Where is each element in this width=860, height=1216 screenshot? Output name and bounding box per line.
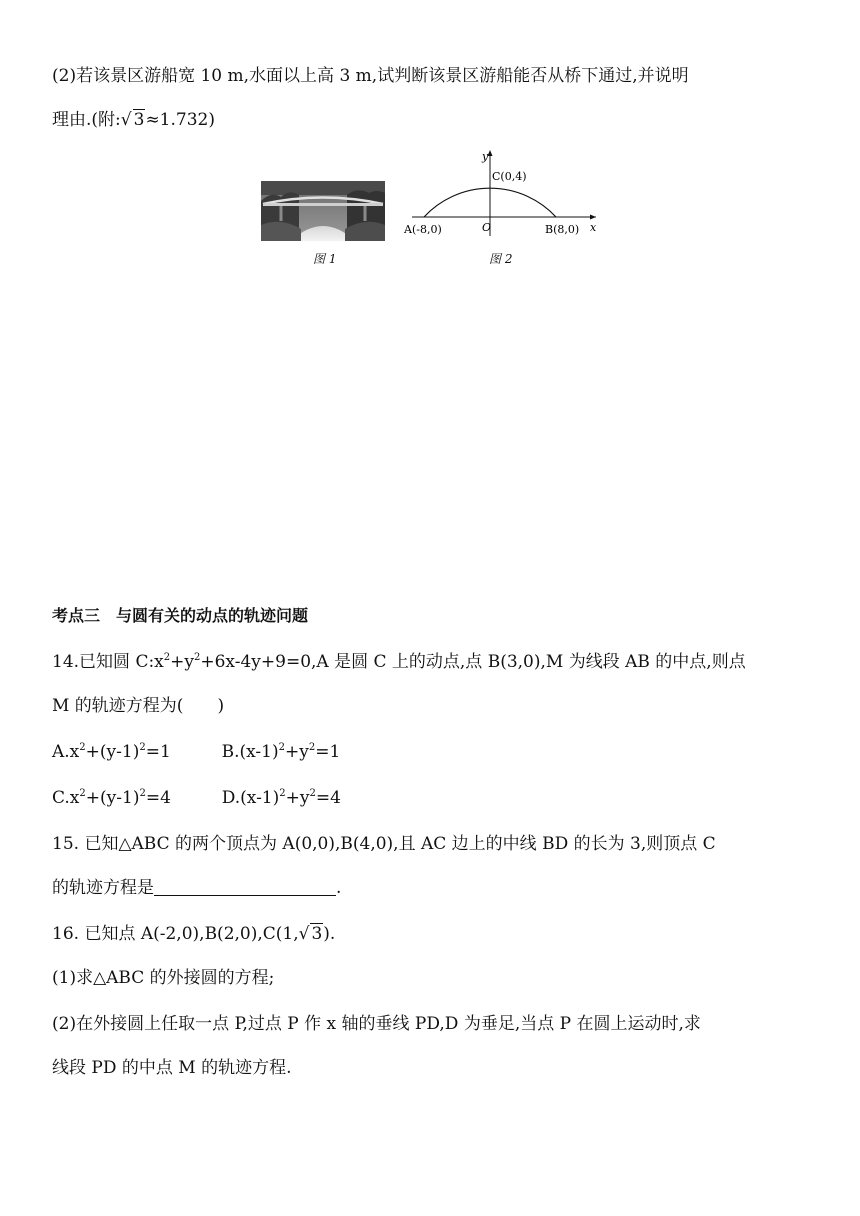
q13-part2-line2 [52,108,215,132]
q16-line1-prefix: 16. 已知点 A(-2,0),B(2,0),C(1, [52,924,299,944]
section-title: 考点三 与圆有关的动点的轨迹问题 [52,606,309,625]
q14-options-ab [52,740,340,764]
figure2-caption: 图 2 [489,252,513,266]
sqrt-radicand: 3 [311,924,323,944]
q14-line2: M 的轨迹方程为( ) [52,696,225,716]
sqrt-symbol: √ 3 [120,110,145,130]
q15-line2 [52,876,341,900]
label-point-c: C(0,4) [492,170,527,183]
bridge-photo [261,181,385,241]
q15-line1: 15. 已知△ABC 的两个顶点为 A(0,0),B(4,0),且 AC 边上的中线 BD 的长为 3,则顶点 C [52,834,716,854]
q16-part1: (1)求△ABC 的外接圆的方程; [52,968,275,988]
q15-line2-suffix: . [336,878,342,898]
q13-part2-line2-suffix: ≈1.732) [145,110,215,130]
figure1-caption: 图 1 [313,252,337,266]
q13-part2-line1: (2)若该景区游船宽 10 m,水面以上高 3 m,试判断该景区游船能否从桥下通过,并说明 [52,66,689,86]
label-origin: O [482,221,492,234]
y-axis-arrow-icon [488,150,493,156]
option-a: $A.x^2+(y-1)^2=1$ [52,742,171,762]
option-c: $C.x^2+(y-1)^2=4$ [52,788,171,808]
sqrt-symbol: √ 3 [298,924,323,944]
arch-coordinate-diagram [404,146,604,242]
option-d: $D.(x-1)^2+y^2=4$ [221,788,341,808]
label-x: x [590,221,597,234]
q14-options-cd [52,786,341,810]
sqrt-radicand: 3 [133,110,145,130]
x-axis-arrow-icon [590,215,596,220]
superscript: 2 [194,652,201,663]
option-b: $B.(x-1)^2+y^2=1$ [221,742,341,762]
q16-part2-line1: (2)在外接圆上任取一点 P,过点 P 作 x 轴的垂线 PD,D 为垂足,当点 P 在圆上运动时,求 [52,1014,701,1034]
q15-line2-prefix: 的轨迹方程是 [52,878,154,898]
q16-part2-line2: 线段 PD 的中点 M 的轨迹方程. [52,1058,292,1078]
q14-text-a: 14.已知圆 C:x [52,652,164,672]
answer-blank[interactable] [154,877,336,896]
label-y: y [482,150,489,163]
q14-line1 [52,650,746,674]
q16-line1-suffix: ). [323,924,336,944]
q16-line1 [52,922,335,946]
q14-text-b: +y [170,652,194,672]
q13-part2-line2-prefix: 理由.(附: [52,110,121,130]
q14-text-c: +6x-4y+9=0,A 是圆 C 上的动点,点 B(3,0),M 为线段 AB 的中点,则点 [200,652,746,672]
label-point-a: A(-8,0) [404,223,442,236]
superscript: 2 [163,652,171,663]
label-point-b: B(8,0) [545,223,580,236]
